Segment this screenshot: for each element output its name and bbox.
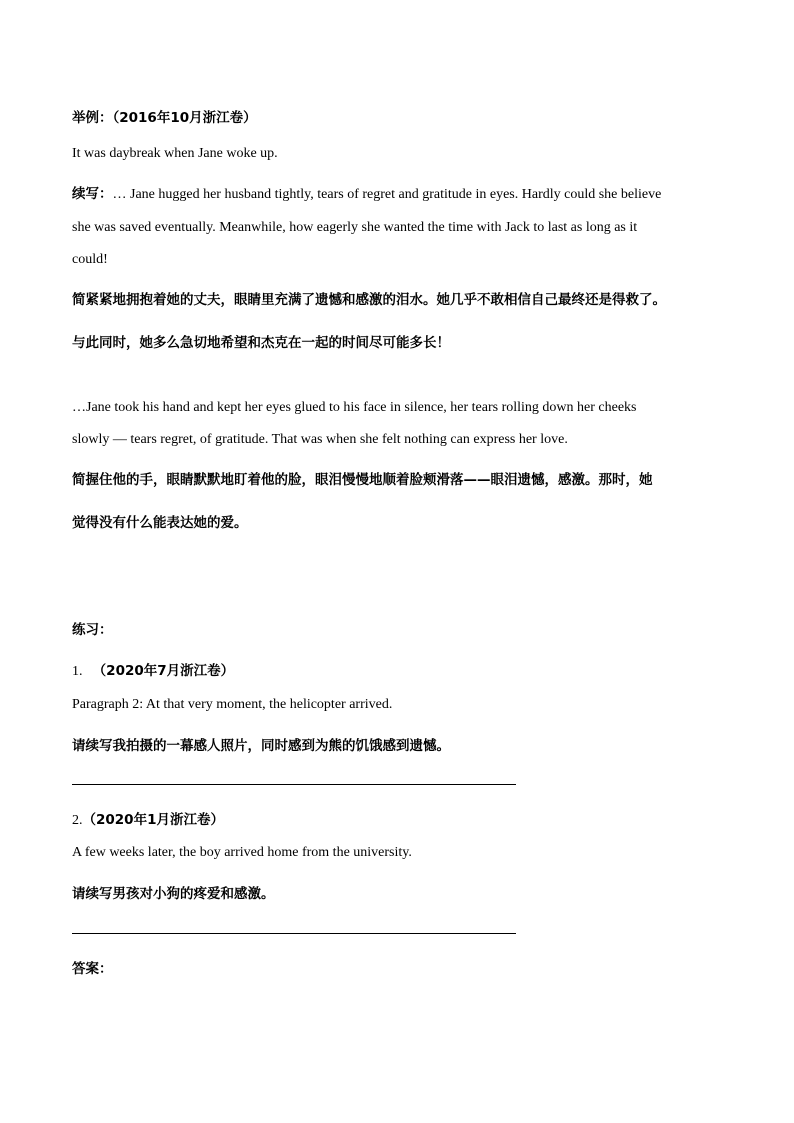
- example-heading: [72, 106, 257, 126]
- practice-item-2-number: 2.: [72, 813, 83, 828]
- practice-item-2-prompt: A few weeks later, the boy arrived home from the university.: [72, 845, 412, 860]
- practice-label: 练习：: [72, 622, 113, 638]
- continuation-para1-line1: [72, 182, 661, 203]
- para1-line1-text: … Jane hugged her husband tightly, tears of regret and gratitude in eyes. Hardly could she believe: [112, 187, 662, 202]
- para2-translation-line1: 简握住他的手，眼睛默默地盯着他的脸，眼泪慢慢地顺着脸颊滑落——眼泪遗憾，感激。那时，她: [72, 472, 653, 488]
- para1-translation-line1: 简紧紧地拥抱着她的丈夫，眼睛里充满了遗憾和感激的泪水。她几乎不敢相信自己最终还是得救了。: [72, 292, 666, 308]
- continuation-para2-line1: …Jane took his hand and kept her eyes glued to his face in silence, her tears rolling down her cheeks: [72, 400, 637, 415]
- example-source: （2016年10月浙江卷）: [112, 110, 257, 126]
- para1-translation-line2: 与此同时，她多么急切地希望和杰克在一起的时间尽可能多长！: [72, 335, 450, 351]
- practice-item-1-source: （2020年7月浙江卷）: [92, 663, 235, 679]
- example-prompt-sentence: It was daybreak when Jane woke up.: [72, 146, 278, 161]
- practice-item-1-answer-line: [72, 784, 516, 785]
- practice-item-2-answer-line: [72, 933, 516, 934]
- practice-item-2-instruction: 请续写男孩对小狗的疼爱和感激。: [72, 886, 275, 902]
- practice-item-1-number: 1.: [72, 664, 83, 679]
- continue-label: 续写：: [72, 186, 113, 202]
- practice-item-1-instruction: 请续写我拍摄的一幕感人照片，同时感到为熊的饥饿感到遗憾。: [72, 738, 450, 754]
- practice-item-2-heading: [72, 808, 224, 829]
- practice-item-1-heading: [72, 659, 234, 680]
- continuation-para1-line3: could!: [72, 252, 108, 267]
- continuation-para2-line2: slowly — tears regret, of gratitude. That was when she felt nothing can express her love.: [72, 432, 568, 447]
- practice-item-2-source: （2020年1月浙江卷）: [82, 812, 224, 828]
- answer-label: 答案：: [72, 961, 113, 977]
- para2-translation-line2: 觉得没有什么能表达她的爱。: [72, 515, 248, 531]
- continuation-para1-line2: she was saved eventually. Meanwhile, how eagerly she wanted the time with Jack to last as long as it: [72, 220, 638, 235]
- practice-item-1-prompt: Paragraph 2: At that very moment, the helicopter arrived.: [72, 697, 393, 712]
- example-label: 举例：: [72, 110, 113, 126]
